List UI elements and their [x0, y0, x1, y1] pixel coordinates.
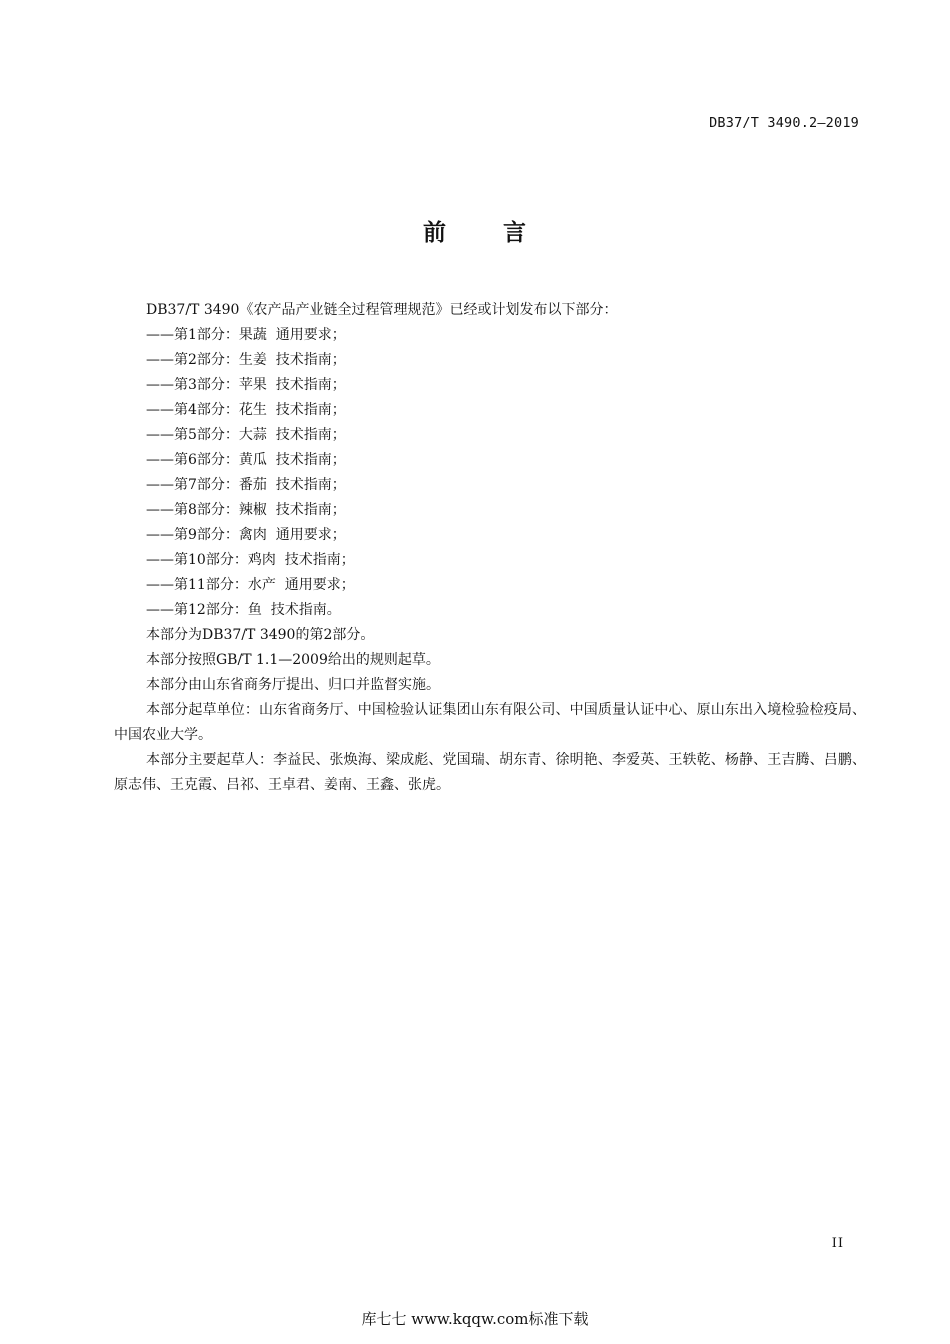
part-item-12: ——第12部分：鱼 技术指南。 [146, 602, 341, 618]
paragraph-drafters: 本部分主要起草人：李益民、张焕海、梁成彪、党国瑞、胡东青、徐明艳、李爱英、王轶乾、杨静、王吉腾、吕鹏、原志伟、王克霞、吕祁、王卓君、姜南、王鑫、张虎。 [114, 752, 866, 793]
page-number: II [831, 1236, 844, 1251]
paragraph-drafting-units: 本部分起草单位：山东省商务厅、中国检验认证集团山东有限公司、中国质量认证中心、原山东出入境检验检疫局、中国农业大学。 [114, 702, 866, 743]
intro-paragraph: DB37/T 3490《农产品产业链全过程管理规范》已经或计划发布以下部分： [146, 302, 618, 318]
part-item-9: ——第9部分：禽肉 通用要求； [146, 527, 346, 543]
paragraph-proposer: 本部分由山东省商务厅提出、归口并监督实施。 [146, 677, 440, 693]
paragraph-drafting-rules: 本部分按照GB/T 1.1—2009给出的规则起草。 [146, 652, 440, 668]
part-item-6: ——第6部分：黄瓜 技术指南； [146, 452, 346, 468]
preface-body [114, 298, 866, 798]
part-item-8: ——第8部分：辣椒 技术指南； [146, 502, 346, 518]
part-item-5: ——第5部分：大蒜 技术指南； [146, 427, 346, 443]
part-item-10: ——第10部分：鸡肉 技术指南； [146, 552, 355, 568]
part-item-1: ——第1部分：果蔬 通用要求； [146, 327, 346, 343]
part-item-7: ——第7部分：番茄 技术指南； [146, 477, 346, 493]
title-char-1: 前 [423, 220, 447, 246]
footer-watermark: 库七七 www.kqqw.com标准下载 [361, 1310, 589, 1328]
part-item-11: ——第11部分：水产 通用要求； [146, 577, 355, 593]
standard-code: DB37/T 3490.2—2019 [709, 115, 859, 131]
part-item-2: ——第2部分：生姜 技术指南； [146, 352, 346, 368]
part-item-4: ——第4部分：花生 技术指南； [146, 402, 346, 418]
paragraph-part-number: 本部分为DB37/T 3490的第2部分。 [146, 627, 375, 643]
part-item-3: ——第3部分：苹果 技术指南； [146, 377, 346, 393]
title-char-2: 言 [503, 220, 527, 246]
page-title [0, 214, 950, 247]
